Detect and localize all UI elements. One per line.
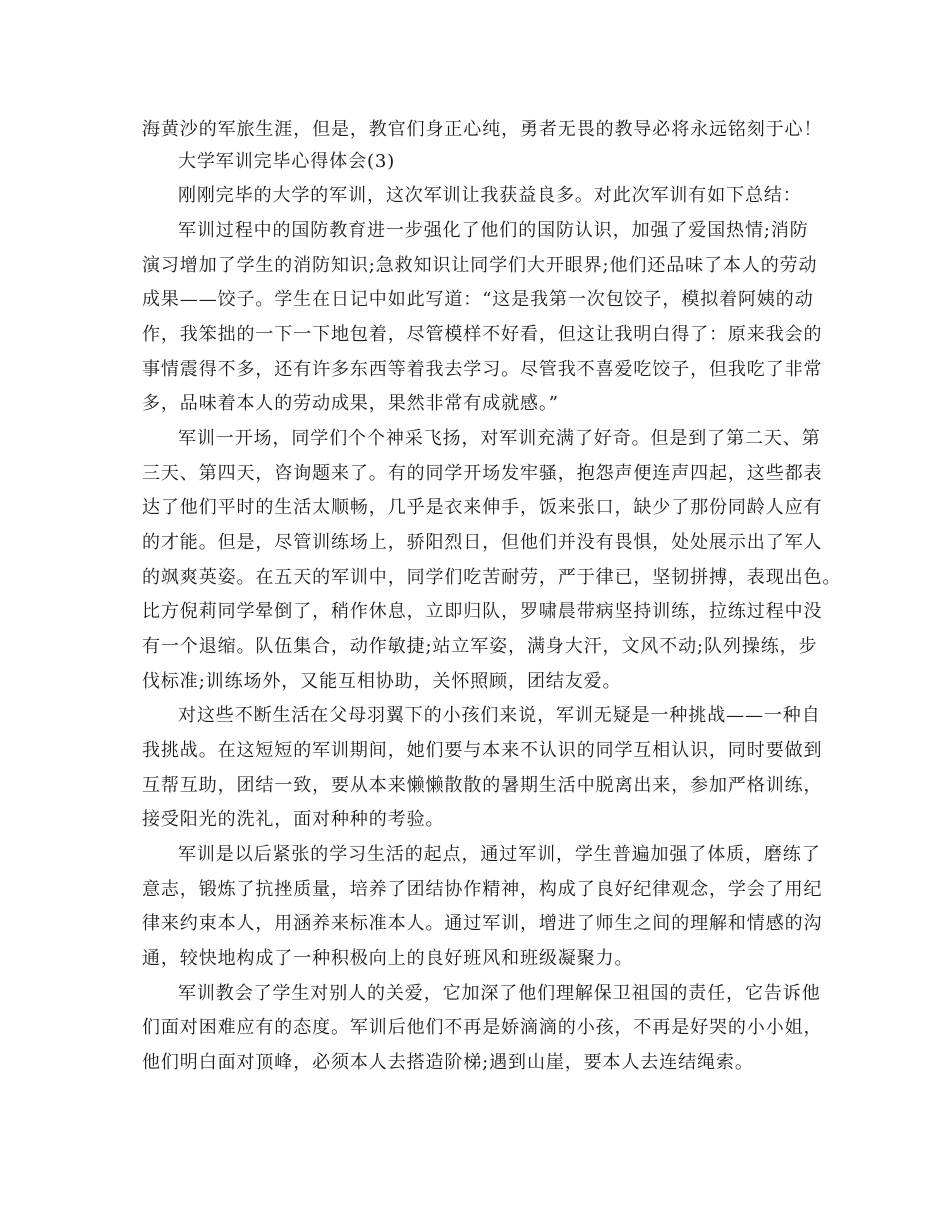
- text-line: 有一个退缩。队伍集合，动作敏捷;站立军姿，满身大汗，文风不动;队列操练，步: [142, 636, 818, 657]
- text-line: 军训过程中的国防教育进一步强化了他们的国防认识，加强了爱国热情;消防: [178, 220, 809, 241]
- text-line: 演习增加了学生的消防知识;急救知识让同学们大开眼界;他们还品味了本人的劳动: [142, 255, 818, 276]
- text-line: 我挑战。在这短短的军训期间，她们要与本来不认识的同学互相认识，同时要做到: [142, 740, 823, 761]
- text-line: 三天、第四天，咨询题来了。有的同学开场发牢骚，抱怨声便连声四起，这些都表: [142, 463, 823, 484]
- text-line: 作，我笨拙的一下一下地包着，尽管模样不好看，但这让我明白得了：原来我会的: [142, 324, 823, 345]
- text-line: 意志，锻炼了抗挫质量，培养了团结协作精神，构成了良好纪律观念，学会了用纪: [142, 879, 823, 900]
- text-line: 成果——饺子。学生在日记中如此写道：“这是我第一次包饺子，模拟着阿姨的动: [142, 289, 814, 310]
- text-line: 事情震得不多，还有许多东西等着我去学习。尽管我不喜爱吃饺子，但我吃了非常: [142, 359, 823, 380]
- text-line: 海黄沙的军旅生涯，但是，教官们身正心纯，勇者无畏的教导必将永远铭刻于心！: [142, 119, 823, 140]
- text-line: 伐标准;训练场外，又能互相协助，关怀照顾，团结友爱。: [142, 671, 622, 692]
- text-line: 对这些不断生活在父母羽翼下的小孩们来说，军训无疑是一种挑战——一种自: [178, 705, 821, 726]
- text-line: 他们明白面对顶峰，必须本人去搭造阶梯;遇到山崖，要本人去连结绳索。: [142, 1052, 754, 1073]
- text-line: 军训一开场，同学们个个神采飞扬，对军训充满了好奇。但是到了第二天、第: [178, 428, 821, 449]
- text-line: 军训是以后紧张的学习生活的起点，通过军训，学生普遍加强了体质，磨练了: [178, 844, 821, 865]
- text-line: 接受阳光的洗礼，面对种种的考验。: [142, 809, 445, 830]
- text-line: 们面对困难应有的态度。军训后他们不再是娇滴滴的小孩，不再是好哭的小小姐，: [142, 1017, 823, 1038]
- text-line: 刚刚完毕的大学的军训，这次军训让我获益良多。对此次军训有如下总结：: [178, 185, 802, 206]
- text-line: 的才能。但是，尽管训练场上，骄阳烈日，但他们并没有畏惧，处处展示出了军人: [142, 532, 823, 553]
- text-line: 比方倪莉同学晕倒了，稍作休息，立即归队，罗啸晨带病坚持训练，拉练过程中没: [142, 601, 823, 622]
- section-heading: 大学军训完毕心得体会(3): [178, 151, 396, 172]
- text-line: 的飒爽英姿。在五天的军训中，同学们吃苦耐劳，严于律已，坚韧拼搏，表现出色。: [142, 567, 842, 588]
- text-line: 互帮互助，团结一致，要从本来懒懒散散的暑期生活中脱离出来，参加严格训练，: [142, 775, 823, 796]
- text-line: 律来约束本人，用涵养来标准本人。通过军训，增进了师生之间的理解和情感的沟: [142, 913, 823, 934]
- text-line: 多，品味着本人的劳动成果，果然非常有成就感。”: [142, 393, 559, 414]
- text-line: 达了他们平时的生活太顺畅，几乎是衣来伸手，饭来张口，缺少了那份同龄人应有: [142, 497, 823, 518]
- text-line: 军训教会了学生对别人的关爱，它加深了他们理解保卫祖国的责任，它告诉他: [178, 983, 821, 1004]
- text-line: 通，较快地构成了一种积极向上的良好班风和班级凝聚力。: [142, 948, 634, 969]
